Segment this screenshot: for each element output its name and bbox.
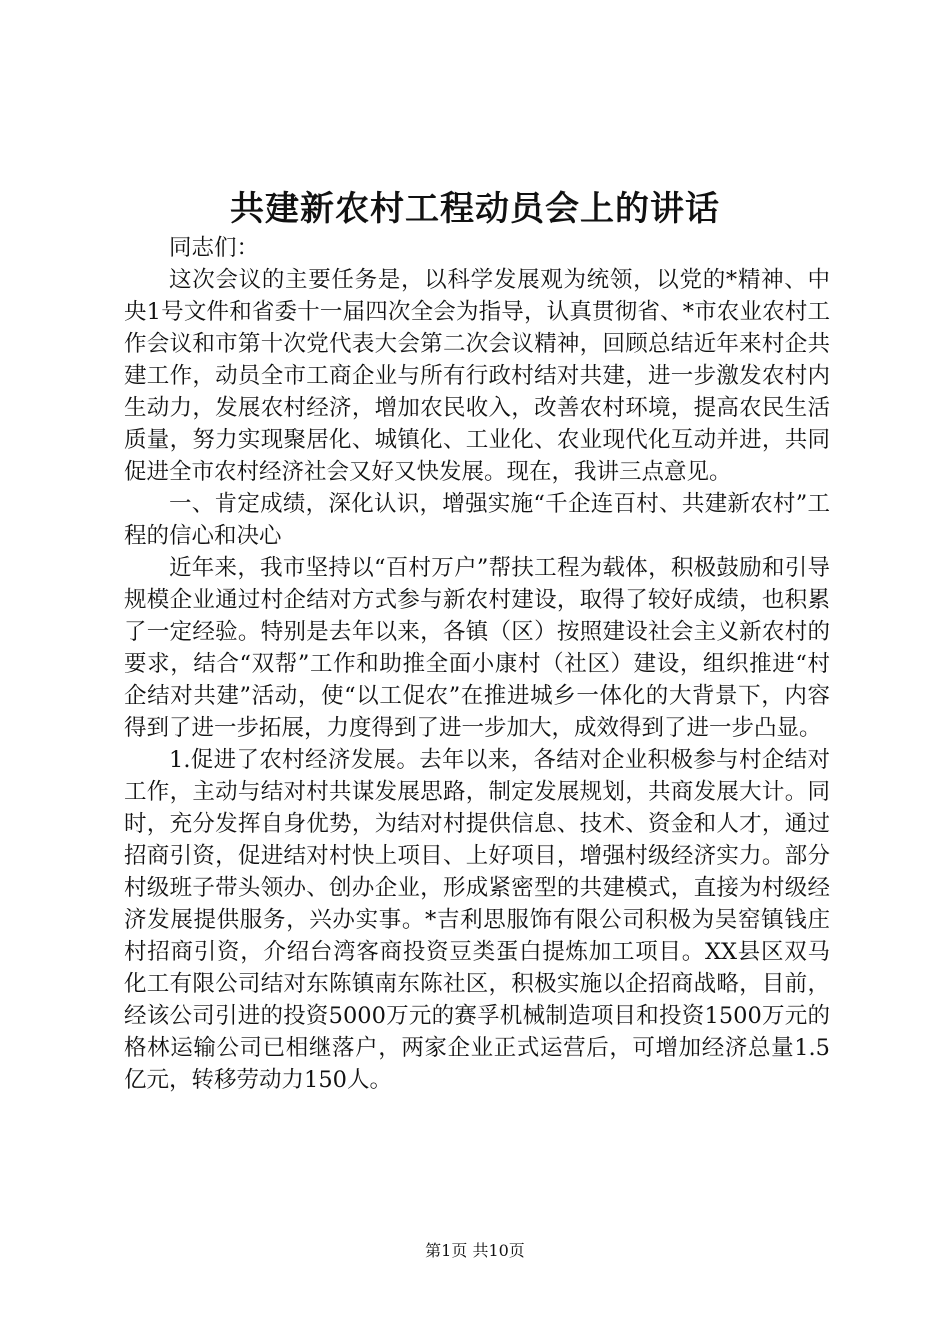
- document-body: [124, 232, 830, 1096]
- section-heading-paragraph: 一、肯定成绩，深化认识，增强实施“千企连百村、共建新农村”工程的信心和决心: [124, 491, 830, 549]
- salutation-paragraph: 同志们：: [169, 235, 260, 261]
- page-footer: 第1页 共10页: [425, 1241, 525, 1260]
- document-title: 共建新农村工程动员会上的讲话: [230, 189, 720, 229]
- body-paragraph: 1.促进了农村经济发展。去年以来，各结对企业积极参与村企结对工作，主动与结对村共谋发展思路，制定发展规划，共商发展大计。同时，充分发挥自身优势，为结对村提供信息、技术、资金和人才，通过招商引资，促进结对村快上项目、上好项目，增强村级经济实力。部分村级班子带头领办、创办企业，形成紧密型的共建模式，直接为村级经济发展提供服务，兴办实事。*吉利思服饰有限公司积极为吴窑镇钱庄村招商引资，介绍台湾客商投资豆类蛋白提炼加工项目。XX县区双马化工有限公司结对东陈镇南东陈社区，积极实施以企招商战略，目前，经该公司引进的投资5000万元的赛孚机械制造项目和投资1500万元的格林运输公司已相继落户，两家企业正式运营后，可增加经济总量1.5亿元，转移劳动力150人。: [124, 747, 830, 1093]
- intro-paragraph: 这次会议的主要任务是，以科学发展观为统领，以党的*精神、中央1号文件和省委十一届四次全会为指导，认真贯彻省、*市农业农村工作会议和市第十次党代表大会第二次会议精神，回顾总结近年来村企共建工作，动员全市工商企业与所有行政村结对共建，进一步激发农村内生动力，发展农村经济，增加农民收入，改善农村环境，提高农民生活质量，努力实现聚居化、城镇化、工业化、农业现代化互动并进，共同促进全市农村经济社会又好又快发展。现在，我讲三点意见。: [124, 267, 830, 485]
- body-paragraph: 近年来，我市坚持以“百村万户”帮扶工程为载体，积极鼓励和引导规模企业通过村企结对方式参与新农村建设，取得了较好成绩，也积累了一定经验。特别是去年以来，各镇（区）按照建设社会主义新农村的要求，结合“双帮”工作和助推全面小康村（社区）建设，组织推进“村企结对共建”活动，使“以工促农”在推进城乡一体化的大背景下，内容得到了进一步拓展，力度得到了进一步加大，成效得到了进一步凸显。: [124, 555, 830, 741]
